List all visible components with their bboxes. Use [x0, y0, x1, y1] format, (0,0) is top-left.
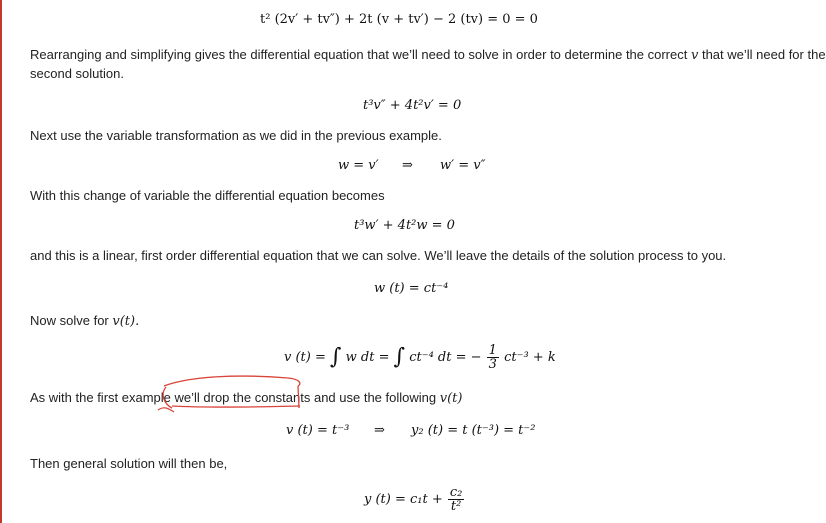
equation-8-frac-num: c₂ — [449, 485, 463, 500]
paragraph-5-math: v(t). — [112, 314, 140, 329]
equation-2: t³v″ + 4t²v′ = 0 — [363, 98, 462, 113]
equation-7-arrow: ⇒ — [374, 423, 385, 438]
handwritten-annotation — [150, 372, 310, 420]
paragraph-1-var: v — [690, 48, 699, 63]
equation-7-right: y₂ (t) = t (t⁻³) = t⁻² — [411, 423, 536, 438]
equation-1: t² (2v′ + tv″) + 2t (v + tv′) − 2 (tv) = 0 = 0 — [260, 12, 538, 27]
equation-6-left: v (t) = — [284, 350, 326, 365]
equation-4: t³w′ + 4t²w = 0 — [354, 218, 455, 233]
paragraph-2: Next use the variable transformation as we did in the previous example. — [30, 128, 442, 143]
equation-6-mid-1: w dt = — [345, 350, 390, 365]
equation-3-right: w′ = v″ — [440, 158, 486, 173]
paragraph-5-text: Now solve for — [30, 313, 109, 328]
equation-7-left: v (t) = t⁻³ — [286, 423, 350, 438]
paragraph-5 — [30, 311, 139, 332]
equation-6-fraction — [487, 344, 499, 371]
paragraph-6-text: As with the first example we’ll drop the constants and use the following — [30, 390, 437, 405]
margin-line — [0, 0, 2, 523]
paragraph-1-text: Rearranging and simplifying gives the differential equation that we’ll need to solve in order to determine the correct — [30, 47, 688, 62]
equation-6 — [284, 344, 556, 371]
paragraph-1-line-2: second solution. — [30, 66, 124, 81]
equation-6-frac-num: 1 — [488, 343, 497, 358]
equation-3-arrow: ⇒ — [402, 158, 413, 173]
equation-6-mid-2: ct⁻⁴ dt = − — [409, 350, 482, 365]
equation-6-tail: ct⁻³ + k — [504, 350, 556, 365]
equation-8-left: y (t) = c₁t + — [364, 492, 443, 507]
paragraph-3: With this change of variable the differential equation becomes — [30, 188, 385, 203]
equation-8-frac-den: t² — [450, 499, 462, 514]
equation-8-fraction — [448, 486, 465, 513]
paragraph-7: Then general solution will then be, — [30, 456, 228, 471]
equation-8 — [364, 486, 465, 513]
integral-sign-2: ∫ — [393, 344, 406, 370]
paragraph-4: and this is a linear, first order differential equation that we can solve. We’ll leave the details of the solution process to you. — [30, 248, 727, 263]
equation-5: w (t) = ct⁻⁴ — [374, 281, 449, 296]
paragraph-1-line-1 — [30, 45, 826, 66]
equation-3-left: w = v′ — [338, 158, 379, 173]
equation-6-frac-den: 3 — [488, 357, 497, 372]
paragraph-1-tail: that we’ll need for the — [701, 47, 826, 62]
integral-sign-1: ∫ — [330, 344, 342, 370]
paragraph-6-math: v(t) — [439, 391, 463, 406]
